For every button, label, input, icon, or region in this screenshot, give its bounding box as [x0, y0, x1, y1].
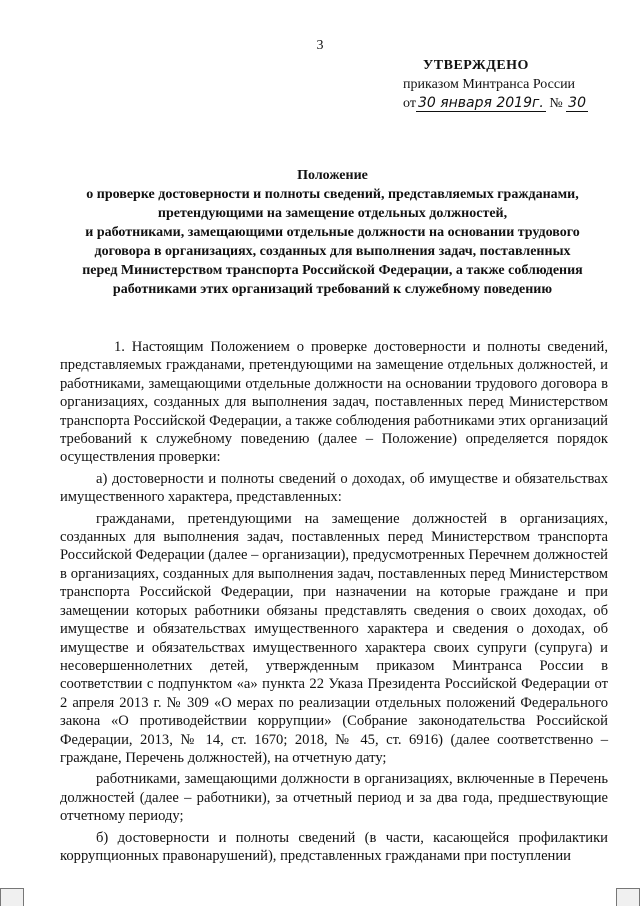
title-line: перед Министерством транспорта Российской Федерации, а также соблюдения — [82, 263, 583, 278]
title-line: претендующими на замещение отдельных должностей, — [157, 206, 508, 221]
scan-edge-mark-left — [0, 888, 24, 906]
approval-order-line: приказом Минтранса России — [403, 77, 576, 92]
approval-heading: УТВЕРЖДЕНО — [423, 58, 529, 73]
title-line: и работниками, замещающими отдельные должности на основании трудового — [85, 225, 580, 240]
page-number: 3 — [316, 38, 324, 53]
document-body — [60, 338, 608, 868]
title-line: о проверке достоверности и полноты сведений, представляемых гражданами, — [86, 187, 579, 202]
paragraph-a: а) достоверности и полноты сведений о доходах, об имуществе и обязательствах имущественного характера, представленных: — [60, 470, 608, 506]
paragraph-1: 1. Настоящим Положением о проверке достоверности и полноты сведений, представляемых гражданами, претендующими на замещение отдельных должностей, и работниками, замещающими отдельные должности на основании трудового договора в организациях, созданных для выполнения задач, поставленных перед Министерством транспорта Российской Федерации, а также соблюдения работниками этих организаций требований к служебному поведению (далее – Положение) определяется порядок осуществления проверки: — [60, 339, 608, 466]
date-prefix: от — [403, 96, 416, 111]
title-word: Положение — [297, 168, 368, 183]
paragraph-b: б) достоверности и полноты сведений (в части, касающейся профилактики коррупционных правонарушений), представленных гражданами при поступлении — [60, 829, 608, 864]
title-line: работниками этих организаций требований к служебному поведению — [112, 282, 553, 297]
handwritten-number: 30 — [568, 95, 586, 111]
document-title — [60, 166, 605, 299]
approval-date-line — [403, 94, 603, 113]
handwritten-date: 30 января 2019г. — [417, 95, 544, 111]
paragraph-citizens: гражданами, претендующими на замещение должностей в организациях, созданных для выполнения задач, поставленных перед Министерством транспорта Российской Федерации (далее – организации), предусмотренных Перечнем должностей в организациях, созданных для выполнения задач, поставленных перед Министерством транспорта Российской Федерации, при назначении на которые граждане и при замещении которых работники обязаны представлять сведения о своих доходах, об имуществе и обязательствах имущественного характера и сведения о доходах, об имуществе и обязательствах имущественного характера своих супруги (супруга) и несовершеннолетних детей, утвержденным приказом Минтранса России в соответствии с подпунктом «а» пункта 22 Указа Президента Российской Федерации от 2 апреля 2013 г. № 309 «О мерах по реализации отдельных положений Федерального закона «О противодействии коррупции» (Собрание законодательства Российской Федерации, 2013, № 14, ст. 1670; 2018, № 45, ст. 6916) (далее соответственно – граждане, Перечень должностей), на отчетную дату; — [60, 510, 608, 766]
paragraph-employees: работниками, замещающими должности в организациях, включенные в Перечень должностей (далее – работники), за отчетный период и за два года, предшествующие отчетному периоду; — [60, 771, 608, 825]
approval-stamp — [403, 56, 603, 113]
number-prefix: № — [549, 96, 563, 111]
title-line: договора в организациях, созданных для выполнения задач, поставленных — [94, 244, 571, 259]
scan-edge-mark-right — [616, 888, 640, 906]
